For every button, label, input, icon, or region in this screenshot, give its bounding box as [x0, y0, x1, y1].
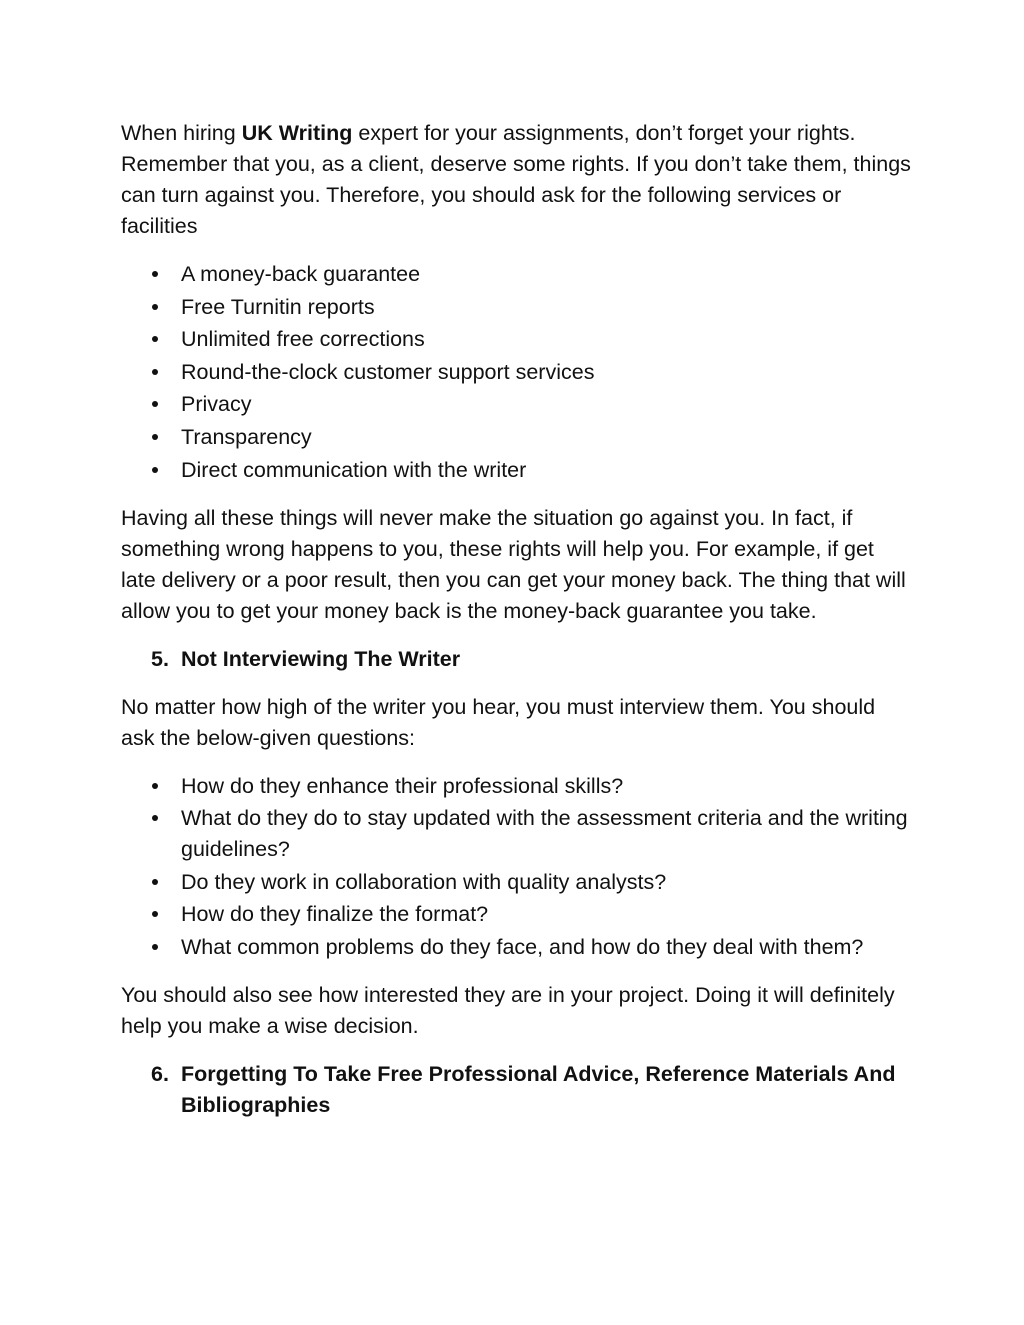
decision-paragraph: You should also see how interested they are in your project. Doing it will definitely help you make a wise decision.	[121, 982, 895, 1038]
list-item: Unlimited free corrections	[121, 324, 911, 355]
list-item: Round-the-clock customer support services	[121, 357, 911, 388]
heading-number: 5.	[151, 646, 169, 671]
list-item: What common problems do they face, and how do they deal with them?	[121, 932, 911, 963]
interview-paragraph: No matter how high of the writer you hear, you must interview them. You should ask the below-given questions:	[121, 694, 876, 750]
section-heading-6	[121, 1059, 911, 1121]
bullet-icon	[152, 336, 158, 342]
bullet-icon	[152, 783, 158, 789]
bullet-icon	[152, 304, 158, 310]
bullet-icon	[152, 944, 158, 950]
list-item: Direct communication with the writer	[121, 455, 911, 486]
bullet-icon	[152, 369, 158, 375]
rights-paragraph: Having all these things will never make the situation go against you. In fact, if something wrong happens to you, these rights will help you. For example, if get late delivery or a poor result, then you can get your money back. The thing that will allow you to get your money back is the money-back guarantee you take.	[121, 505, 906, 623]
intro-paragraph	[121, 118, 911, 242]
bullet-icon	[152, 467, 158, 473]
heading-number: 6.	[151, 1061, 169, 1086]
list-item: Free Turnitin reports	[121, 292, 911, 323]
list-item: Privacy	[121, 389, 911, 420]
list-item: Transparency	[121, 422, 911, 453]
list-item: How do they enhance their professional skills?	[121, 771, 911, 802]
bullet-icon	[152, 401, 158, 407]
services-list	[121, 259, 911, 486]
list-item: Do they work in collaboration with quality analysts?	[121, 867, 911, 898]
bullet-icon	[152, 271, 158, 277]
list-item: A money-back guarantee	[121, 259, 911, 290]
intro-bold-keyword: UK Writing	[241, 121, 353, 145]
bullet-icon	[152, 815, 158, 821]
bullet-icon	[152, 911, 158, 917]
intro-text-pre: When hiring	[121, 121, 242, 145]
questions-list	[121, 771, 911, 963]
section-heading-5	[121, 644, 911, 675]
bullet-icon	[152, 879, 158, 885]
bullet-icon	[152, 434, 158, 440]
heading-text: Not Interviewing The Writer	[181, 646, 461, 671]
list-item: What do they do to stay updated with the assessment criteria and the writing guidelines?	[121, 803, 911, 865]
document-page	[121, 118, 911, 1138]
heading-text: Forgetting To Take Free Professional Advice, Reference Materials And Bibliographies	[181, 1061, 896, 1117]
list-item: How do they finalize the format?	[121, 899, 911, 930]
intro-text-post: expert for your assignments, don’t forget your rights. Remember that you, as a client, deserve some rights. If you don’t take them, things can turn against you. Therefore, you should ask for the following services or facilities	[121, 121, 911, 238]
